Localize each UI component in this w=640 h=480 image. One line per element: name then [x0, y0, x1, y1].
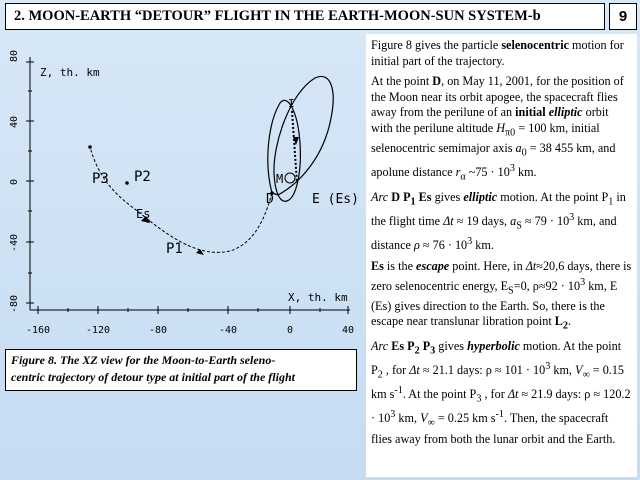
x-tick-neg120: -120: [85, 325, 111, 336]
label-m: M: [276, 172, 284, 186]
trajectory-plot: [0, 33, 362, 348]
label-e-es: E (Es): [312, 192, 359, 207]
page-number: 9: [609, 3, 637, 30]
description-panel: [366, 34, 637, 477]
label-es: Es: [136, 207, 151, 221]
label-d: D: [266, 192, 274, 207]
trajectory-figure: [0, 33, 362, 348]
point-p2-marker: [125, 181, 129, 185]
label-p3: P3: [92, 171, 109, 187]
z-tick-0: 0: [9, 178, 20, 186]
paragraph-arc-hyperbolic: Arc Es $P_2$ $P_3$ gives hyperbolic motion. At the point $P_2$ , for Δt ≈ 21.1 days: $\rho \approx 101 \cdot 10^3$ km, $V_\infty = 0.15$ km $s^{-1}$. At the point $P_3$ , for Δt ≈ 21.9 days: $\rho \approx 120.2 \cdot 10^3$ km, $V_\infty = 0.25$ km $s^{-1}$. Then, the spacecraft flies away from both the lunar orbit and the Earth.: [371, 339, 631, 446]
paragraph-escape: Es is the escape point. Here, in Δt≈20,6 days, there is zero selenocentric energy, $E_S=0$, $\rho\approx 92 \cdot 10^3$ km, E (Es) gives direction to the Earth. So, there is the escape near translunar libration point $L_2$.: [371, 258, 632, 332]
segment-i: [292, 111, 297, 183]
paragraph-arc-elliptic: Arc D $P_1$ Es gives elliptic motion. At the point $P_1$ in the flight time Δt ≈ 19 days, $a_S \approx 79 \cdot 10^3$ km, and distance $\rho \approx 76 \cdot 10^3$ km.: [371, 190, 626, 253]
label-i: I: [288, 97, 295, 110]
figure-caption: [5, 349, 357, 391]
paragraph-intro: Figure 8 gives the particle selenocentric motion for initial part of the trajectory.: [371, 38, 624, 68]
label-p1: P1: [166, 241, 183, 257]
trajectory-arc-lower: [90, 147, 272, 252]
paragraph-point-d: At the point D, on May 11, 2001, for the position of the Moon near its orbit apogee, the spacecraft flies away from the perilune of an initial elliptic orbit with the perilune altitude $H_{\pi 0} = 100$ km, initial selenocentric semimajor axis $a_0 = 38$ 455 km, and apolune distance $r_\alpha$ ~75 · $10^3$ km.: [371, 74, 624, 183]
x-axis-label: X, th. km: [288, 291, 348, 304]
z-tick-neg80: -80: [9, 294, 20, 314]
x-tick-neg80: -80: [148, 325, 168, 336]
direction-arrow-3: [196, 249, 204, 255]
z-tick-40: 40: [9, 115, 20, 129]
caption-line-1: Figure 8. The XZ view for the Moon-to-Earth seleno-: [11, 353, 276, 367]
x-tick-40: 40: [341, 325, 355, 336]
x-tick-neg160: -160: [25, 325, 51, 336]
label-p2: P2: [134, 169, 151, 185]
moon-marker: [285, 173, 295, 183]
z-tick-neg40: -40: [9, 233, 20, 253]
caption-line-2: centric trajectory of detour type at initial part of the flight: [11, 370, 295, 384]
point-p3-marker: [88, 145, 92, 149]
z-tick-80: 80: [9, 50, 20, 63]
x-tick-neg40: -40: [218, 325, 238, 336]
z-axis-label: Z, th. km: [40, 66, 100, 79]
x-tick-0: 0: [286, 325, 294, 336]
slide-title: 2. MOON-EARTH “DETOUR” FLIGHT IN THE EARTH-MOON-SUN SYSTEM-b: [5, 3, 605, 30]
